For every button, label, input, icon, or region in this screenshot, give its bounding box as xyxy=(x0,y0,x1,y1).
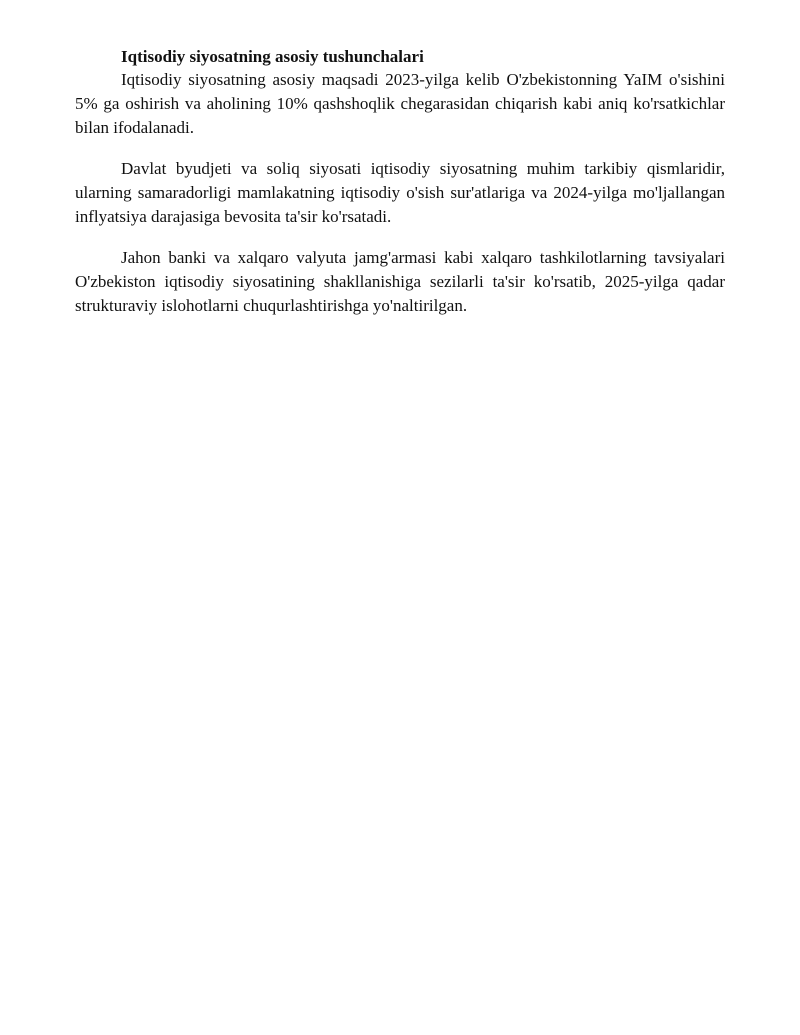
paragraph-3: Jahon banki va xalqaro valyuta jamg'armasi kabi xalqaro tashkilotlarning tavsiyalari O'zbekiston iqtisodiy siyosatining shakllanishiga sezilarli ta'sir ko'rsatib, 2025-yilga qadar strukturaviy islohotlarni chuqurlashtirishga yo'naltirilgan. xyxy=(75,248,725,315)
section-heading: Iqtisodiy siyosatning asosiy tushunchalari xyxy=(121,47,424,66)
paragraph-2: Davlat byudjeti va soliq siyosati iqtisodiy siyosatning muhim tarkibiy qismlaridir, ularning samaradorligi mamlakatning iqtisodiy o'sish sur'atlariga va 2024-yilga mo'ljallangan inflyatsiya darajasiga bevosita ta'sir ko'rsatadi. xyxy=(75,159,725,226)
document-page xyxy=(75,46,725,335)
paragraph-1: Iqtisodiy siyosatning asosiy maqsadi 2023-yilga kelib O'zbekistonning YaIM o'sishini 5% ga oshirish va aholining 10% qashshoqlik chegarasidan chiqarish kabi aniq ko'rsatkichlar bilan ifodalanadi. xyxy=(75,70,725,137)
